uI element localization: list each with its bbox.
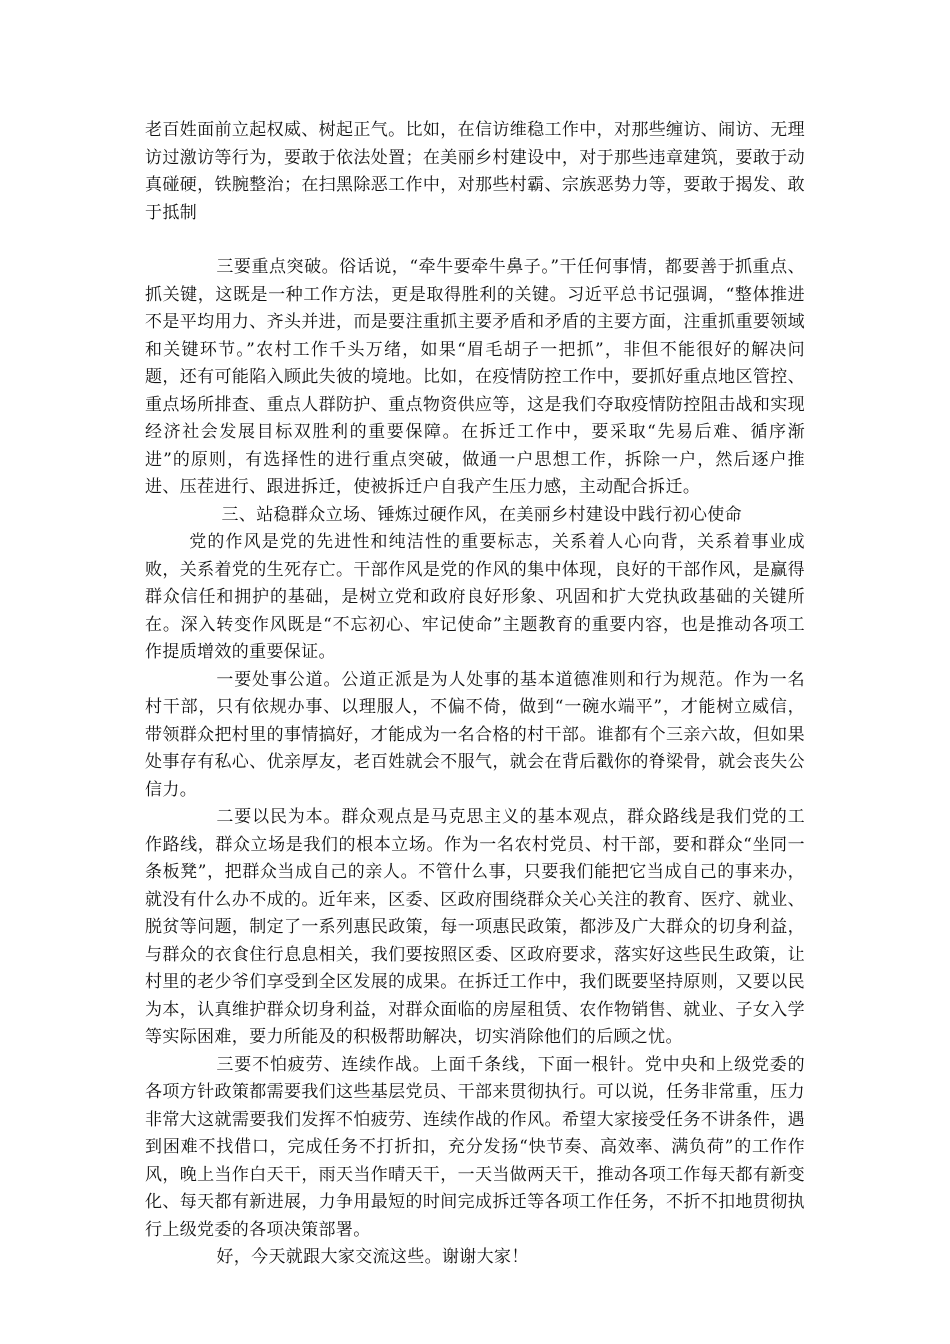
paragraph-party-style: 党的作风是党的先进性和纯洁性的重要标志，关系着人心向背，关系着事业成败，关系着党的生死存亡。干部作风是党的作风的集中体现，良好的干部作风，是赢得群众信任和拥护的基础，是树立党和政府良好形象、巩固和扩大党执政基础的关键所在。深入转变作风既是“不忘初心、牢记使命”主题教育的重要内容，也是推动各项工作提质增效的重要保证。 <box>145 532 805 662</box>
paragraph-key-breakthrough: 三要重点突破。俗话说，“牵牛要牵牛鼻子。”干任何事情，都要善于抓重点、抓关键，这既是一种工作方法，更是取得胜利的关键。习近平总书记强调，“整体推进不是平均用力、齐头并进，而是要注重抓主要矛盾和矛盾的主要方面，注重抓重要领域和关键环节。”农村工作千头万绪，如果“眉毛胡子一把抓”，非但不能很好的解决问题，还有可能陷入顾此失彼的境地。比如，在疫情防控工作中，要抓好重点地区管控、重点场所排查、重点人群防护、重点物资供应等，这是我们夺取疫情防控阻击战和实现经济社会发展目标双胜利的重要保障。在拆迁工作中，要采取“先易后难、循序渐进”的原则，有选择性的进行重点突破，做通一户思想工作，拆除一户，然后逐户推进、压茬进行、跟进拆迁，使被拆迁户自我产生压力感，主动配合拆迁。 <box>145 257 805 497</box>
paragraph-continuous-work: 三要不怕疲劳、连续作战。上面千条线，下面一根针。党中央和上级党委的各项方针政策都需要我们这些基层党员、干部来贯彻执行。可以说，任务非常重，压力非常大这就需要我们发挥不怕疲劳、连续作战的作风。希望大家接受任务不讲条件，遇到困难不找借口，完成任务不打折扣，充分发扬“快节奏、高效率、满负荷”的工作作风，晚上当作白天干，雨天当作晴天干，一天当做两天干，推动各项工作每天都有新变化、每天都有新进展，力争用最短的时间完成拆迁等各项工作任务，不折不扣地贯彻执行上级党委的各项决策部署。 <box>145 1054 805 1240</box>
paragraph-people-first: 二要以民为本。群众观点是马克思主义的基本观点，群众路线是我们党的工作路线，群众立场是我们的根本立场。作为一名农村党员、村干部，要和群众“坐同一条板凳”，把群众当成自己的亲人。不管什么事，只要我们能把它当成自己的事来办，就没有什么办不成的。近年来，区委、区政府围绕群众关心关注的教育、医疗、就业、脱贫等问题，制定了一系列惠民政策，每一项惠民政策，都涉及广大群众的切身利益，与群众的衣食住行息息相关，我们要按照区委、区政府要求，落实好这些民生政策，让村里的老少爷们享受到全区发展的成果。在拆迁工作中，我们既要坚持原则，又要以民为本，认真维护群众切身利益，对群众面临的房屋租赁、农作物销售、就业、子女入学等实际困难，要力所能及的积极帮助解决，切实消除他们的后顾之忧。 <box>145 807 805 1047</box>
paragraph-fairness: 一要处事公道。公道正派是为人处事的基本道德准则和行为规范。作为一名村干部，只有依规办事、以理服人，不偏不倚，做到“一碗水端平”，才能树立威信，带领群众把村里的事情搞好，才能成为一名合格的村干部。谁都有个三亲六故，但如果处事存有私心、优亲厚友，老百姓就会不服气，就会在背后戳你的脊梁骨，就会丧失公信力。 <box>145 669 805 800</box>
paragraph-closing: 好，今天就跟大家交流这些。谢谢大家！ <box>216 1247 529 1267</box>
paragraph-continuation: 老百姓面前立起权威、树起正气。比如，在信访维稳工作中，对那些缠访、闹访、无理访过激访等行为，要敢于依法处置；在美丽乡村建设中，对于那些违章建筑，要敢于动真碰硬，铁腕整治；在扫黑除恶工作中，对那些村霸、宗族恶势力等，要敢于揭发、敢于抵制 <box>145 120 805 223</box>
document-body <box>145 117 805 1272</box>
section-heading-three: 三、站稳群众立场、锤炼过硬作风，在美丽乡村建设中践行初心使命 <box>221 504 742 525</box>
